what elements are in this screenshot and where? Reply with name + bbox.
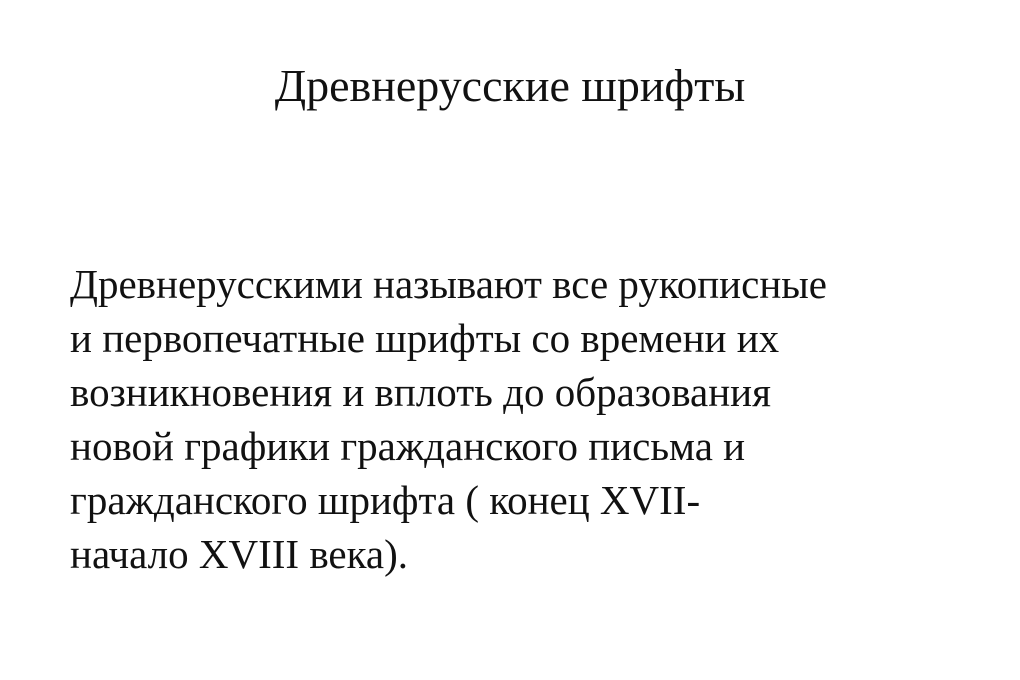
body-line-2: и первопечатные шрифты со времени их — [70, 315, 780, 361]
body-line-4: новой графики гражданского письма и — [70, 423, 746, 469]
slide-title: Древнерусские шрифты — [274, 60, 746, 111]
slide-body-paragraph — [70, 257, 986, 581]
body-line-6: начало XVIII века). — [70, 531, 409, 577]
body-line-1: Древнерусскими называют все рукописные — [70, 261, 827, 307]
body-line-5: гражданского шрифта ( конец XVII- — [70, 477, 701, 523]
body-line-3: возникновения и вплоть до образования — [70, 369, 771, 415]
